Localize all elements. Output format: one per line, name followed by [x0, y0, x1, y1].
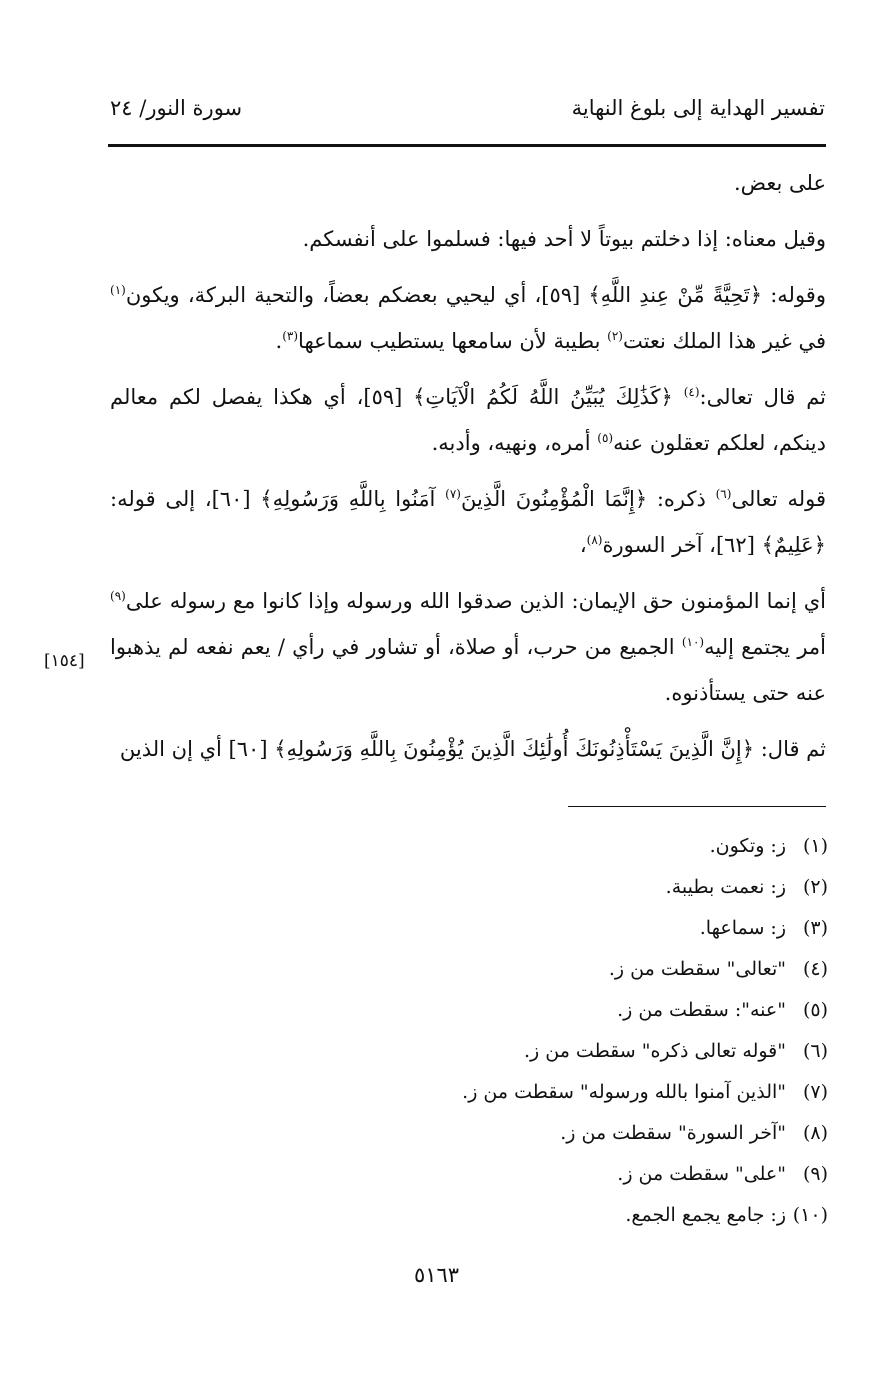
footnote-number: (١٠)	[792, 1204, 828, 1226]
footnote-ref-7: (٧)	[445, 487, 461, 501]
paragraph-6-text-a: أي إنما المؤمنون حق الإيمان: الذين صدقوا الله ورسوله وإذا كانوا مع رسوله على	[125, 589, 826, 613]
footnote-number: (٨)	[802, 1122, 828, 1144]
paragraph-4-text-b: ﴿كَذَٰلِكَ يُبَيِّنُ اللَّهُ لَكُمُ الْآيَاتِ﴾ [٥٩]، أي هكذا يفصل لكم معالم دينكم، لعلكم تعقلون عنه	[110, 385, 826, 455]
paragraph-3-text-d: .	[275, 329, 283, 353]
paragraph-3-text-c: بطيبة لأن سامعها يستطيب سماعها	[298, 329, 608, 353]
footnote-text: "عنه": سقطت من ز.	[617, 999, 786, 1021]
footnote-text: "على" سقطت من ز.	[617, 1163, 786, 1185]
page-number: ٥١٦٣	[413, 1263, 460, 1287]
footnote	[300, 1195, 828, 1236]
footnote	[300, 1154, 828, 1195]
footnote-divider	[568, 806, 826, 807]
paragraph-6-text-b: أمر يجتمع إليه	[704, 635, 827, 659]
footnote-ref-1: (١)	[110, 283, 126, 297]
header-divider	[108, 144, 826, 147]
footnote	[300, 949, 828, 990]
footnote-text: "الذين آمنوا بالله ورسوله" سقطت من ز.	[462, 1081, 786, 1103]
footnote-ref-9: (٩)	[110, 589, 126, 603]
paragraph-5-text-d: ،	[579, 533, 587, 557]
paragraph-3	[110, 272, 826, 364]
footnotes	[300, 826, 828, 1236]
footnote	[300, 867, 828, 908]
paragraph-6	[110, 578, 826, 716]
paragraph-1: على بعض.	[733, 171, 826, 195]
paragraph-6-text-c: الجميع من حرب، أو صلاة، أو تشاور في رأي / يعم نفعه لم يذهبوا عنه حتى يستأذنوه.	[110, 635, 826, 705]
footnote	[300, 1072, 828, 1113]
paragraph-4	[110, 374, 826, 466]
footnote-text: "آخر السورة" سقطت من ز.	[560, 1122, 786, 1144]
paragraph-4-text-a: ثم قال تعالى:	[699, 385, 827, 409]
footnote-ref-8: (٨)	[586, 533, 603, 547]
paragraph-4-text-c: أمره، ونهيه، وأدبه.	[431, 431, 598, 455]
footnote-text: ز: سماعها.	[699, 917, 786, 939]
footnote-number: (١)	[802, 835, 828, 857]
footnote-ref-3: (٣)	[282, 329, 299, 343]
footnote-ref-5: (٥)	[597, 431, 614, 445]
paragraph-2: وقيل معناه: إذا دخلتم بيوتاً لا أحد فيها: فسلموا على أنفسكم.	[302, 227, 826, 251]
paragraph-5-text-b: ذكره: ﴿إِنَّمَا الْمُؤْمِنُونَ الَّذِينَ	[460, 487, 716, 511]
paragraph-5-text-c: آمَنُوا بِاللَّهِ وَرَسُولِهِ﴾ [٦٠]، إلى قوله: ﴿عَلِيمٌ﴾ [٦٢]، آخر السورة	[110, 487, 826, 557]
footnote-text: "قوله تعالى ذكره" سقطت من ز.	[524, 1040, 786, 1062]
footnote-number: (٧)	[802, 1081, 828, 1103]
footnote-ref-2: (٢)	[607, 329, 623, 343]
footnote	[300, 826, 828, 867]
page-header	[110, 96, 825, 126]
paragraph-3-text-b: في غير هذا الملك نعتت	[622, 329, 826, 353]
footnote-ref-4: (٤)	[683, 385, 700, 399]
book-title: تفسير الهداية إلى بلوغ النهاية	[571, 96, 825, 120]
footnote-ref-6: (٦)	[715, 487, 732, 501]
footnote-number: (٢)	[802, 876, 828, 898]
paragraph-5-text-a: قوله تعالى	[731, 487, 826, 511]
footnote-number: (٩)	[802, 1163, 828, 1185]
footnote	[300, 1031, 828, 1072]
footnote	[300, 1113, 828, 1154]
footnote-number: (٤)	[802, 958, 828, 980]
footnote-number: (٦)	[802, 1040, 828, 1062]
footnote-text: "تعالى" سقطت من ز.	[608, 958, 786, 980]
footnote-ref-10: (١٠)	[681, 635, 705, 649]
surah-reference: سورة النور/ ٢٤	[110, 96, 243, 120]
paragraph-7: ثم قال: ﴿إِنَّ الَّذِينَ يَسْتَأْذِنُونَكَ أُولَٰئِكَ الَّذِينَ يُؤْمِنُونَ بِاللَّهِ وَرَسُولِهِ﴾ [٦٠] أي إن الذين	[119, 737, 826, 761]
footnote	[300, 990, 828, 1031]
footnote-text: ز: نعمت بطيبة.	[665, 876, 786, 898]
footnote-number: (٣)	[802, 917, 828, 939]
footnote-text: ز: جامع يجمع الجمع.	[625, 1204, 786, 1226]
footnote-number: (٥)	[802, 999, 828, 1021]
paragraph-3-text-a: وقوله: ﴿تَحِيَّةً مِّنْ عِندِ اللَّهِ﴾ [٥٩]، أي ليحيي بعضكم بعضاً، والتحية البركة، ويكون	[125, 283, 826, 307]
paragraph-5	[110, 476, 826, 568]
main-text	[110, 160, 826, 782]
footnote	[300, 908, 828, 949]
manuscript-folio-marker: [١٥٤]	[44, 651, 85, 671]
footnote-text: ز: وتكون.	[709, 835, 786, 857]
